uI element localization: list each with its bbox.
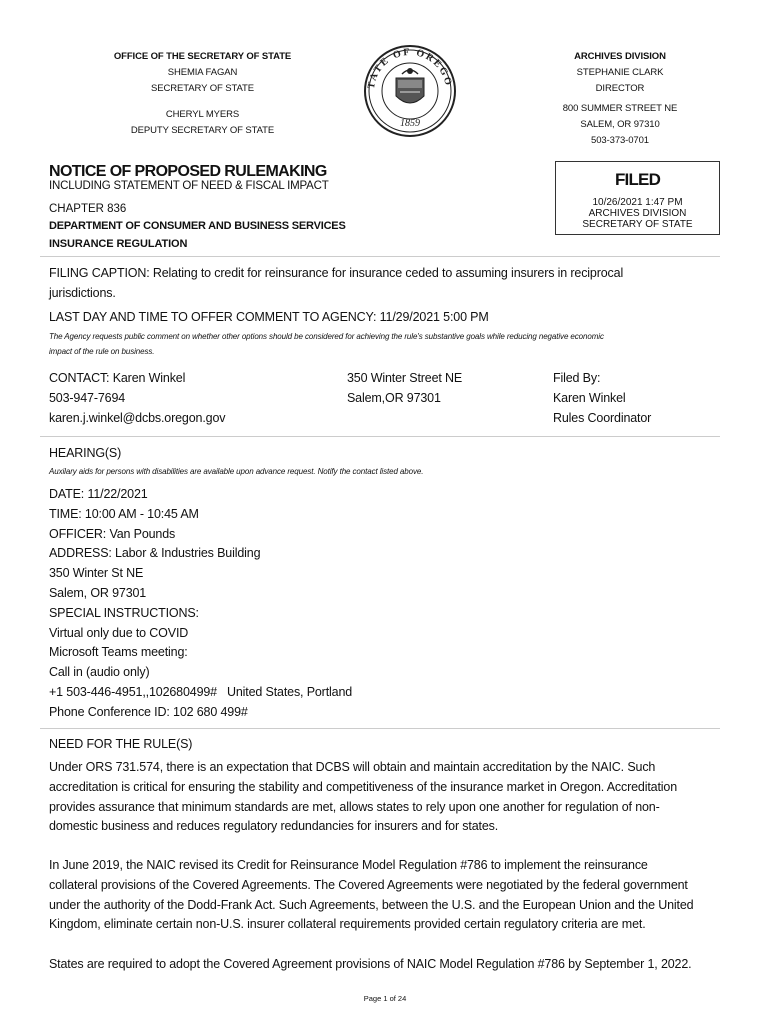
hearing-line: Call in (audio only) [49, 665, 150, 680]
need-paragraph [49, 856, 739, 935]
filing-caption [49, 264, 729, 304]
hearing-heading: HEARING(S) [49, 446, 122, 460]
contact-street: 350 Winter Street NE [347, 371, 463, 385]
secretary-name: SHEMIA FAGAN [167, 67, 238, 78]
filed-by [553, 369, 651, 428]
contact-city: Salem,OR 97301 [347, 390, 441, 405]
paragraph-line: States are required to adopt the Covered Agreement provisions of NAIC Model Regulation #786 by September 1, 2022. [49, 957, 692, 971]
hearing-line: TIME: 10:00 AM - 10:45 AM [49, 506, 199, 521]
archives-division: ARCHIVES DIVISION [574, 51, 666, 62]
contact-address [347, 369, 462, 409]
comment-note-line: The Agency requests public comment on whether other options should be considered for achieving the rule's substantive goals while reducing negative economic [49, 332, 604, 341]
hearing-details [49, 485, 352, 723]
deputy-name: CHERYL MYERS [165, 109, 240, 120]
office-name: OFFICE OF THE SECRETARY OF STATE [113, 51, 292, 62]
paragraph-line: accreditation is critical for ensuring the stability and competitiveness of the insurance market in Oregon. Accreditation [49, 779, 678, 794]
hearing-line: SPECIAL INSTRUCTIONS: [49, 605, 199, 620]
address-line2: SALEM, OR 97310 [580, 119, 660, 130]
chapter: CHAPTER 836 [49, 203, 127, 215]
filed-by-label: Filed By: [553, 371, 601, 385]
hearing-line: DATE: 11/22/2021 [49, 487, 148, 501]
filed-stamp [555, 161, 720, 235]
comment-deadline: LAST DAY AND TIME TO OFFER COMMENT TO AGENCY: 11/29/2021 5:00 PM [49, 310, 489, 324]
header-right [540, 49, 700, 149]
hearing-line: ADDRESS: Labor & Industries Building [49, 546, 261, 561]
department: DEPARTMENT OF CONSUMER AND BUSINESS SERVICES [49, 220, 346, 232]
divider [40, 728, 720, 729]
contact-email[interactable]: karen.j.winkel@dcbs.oregon.gov [49, 410, 226, 425]
need-paragraph [49, 955, 739, 975]
comment-note [49, 329, 729, 359]
filed-datetime: 10/26/2021 1:47 PM [592, 197, 683, 208]
page-number: Page 1 of 24 [363, 994, 407, 1003]
paragraph-line: domestic business and reduces regulatory redundancies for insurers and for states. [49, 819, 499, 834]
paragraph-line: collateral provisions of the Covered Agreements. The Covered Agreements were negotiated by the federal government [49, 877, 688, 892]
hearing-line: Virtual only due to COVID [49, 625, 189, 640]
filed-archives: ARCHIVES DIVISION [588, 208, 687, 219]
phone: 503-373-0701 [591, 135, 649, 146]
paragraph-line: Under ORS 731.574, there is an expectation that DCBS will obtain and maintain accreditation by the NAIC. Such [49, 760, 656, 774]
hearing-line: Salem, OR 97301 [49, 585, 147, 600]
notice-title: NOTICE OF PROPOSED RULEMAKING [49, 163, 327, 180]
contact-phone: 503-947-7694 [49, 390, 126, 405]
comment-note-line: impact of the rule on business. [49, 347, 155, 356]
oregon-seal-logo [360, 44, 460, 138]
contact-name: CONTACT: Karen Winkel [49, 371, 186, 385]
insurance-division: INSURANCE REGULATION [49, 238, 188, 250]
paragraph-line: Kingdom, eliminate certain non-U.S. insurer collateral requirements provided certain regulatory criteria are met. [49, 917, 646, 932]
hearing-line: Microsoft Teams meeting: [49, 645, 188, 660]
caption-line: FILING CAPTION: Relating to credit for reinsurance for insurance ceded to assuming insurers in reciprocal [49, 266, 624, 280]
divider [40, 436, 720, 437]
hearing-line: Phone Conference ID: 102 680 499# [49, 704, 248, 719]
filed-by-title: Rules Coordinator [553, 410, 652, 425]
hearing-line: 350 Winter St NE [49, 566, 144, 581]
header-left [95, 49, 310, 139]
filed-by-name: Karen Winkel [553, 390, 626, 405]
need-heading: NEED FOR THE RULE(S) [49, 737, 193, 751]
secretary-title: SECRETARY OF STATE [151, 83, 254, 94]
address-line1: 800 SUMMER STREET NE [562, 103, 678, 114]
deputy-title: DEPUTY SECRETARY OF STATE [130, 125, 275, 136]
divider [40, 256, 720, 257]
hearing-line: OFFICER: Van Pounds [49, 526, 176, 541]
need-paragraph [49, 758, 739, 837]
filed-label: FILED [614, 170, 661, 189]
filed-secretary: SECRETARY OF STATE [582, 219, 693, 230]
hearing-note: Auxilary aids for persons with disabilities are available upon advance request. Notify the contact listed above. [49, 467, 424, 476]
svg-text:STATE OF OREGON: TATE OF OREGO [365, 46, 454, 90]
caption-line: jurisdictions. [49, 285, 116, 300]
svg-text:1859: 1859 [400, 118, 420, 129]
director-name: STEPHANIE CLARK [576, 67, 664, 78]
paragraph-line: provides assurance that minimum standards are met, allows states to rely upon one another for regulation of non- [49, 799, 660, 814]
notice-subtitle: INCLUDING STATEMENT OF NEED & FISCAL IMPACT [49, 180, 329, 192]
hearing-line: +1 503-446-4951,,102680499# United States, Portland [49, 684, 353, 699]
paragraph-line: under the authority of the Dodd-Frank Act. Such Agreements, between the U.S. and the European Union and the United [49, 897, 694, 912]
director-title: DIRECTOR [595, 83, 645, 94]
contact-column [49, 369, 225, 428]
paragraph-line: In June 2019, the NAIC revised its Credit for Reinsurance Model Regulation #786 to implement the reinsurance [49, 858, 648, 872]
